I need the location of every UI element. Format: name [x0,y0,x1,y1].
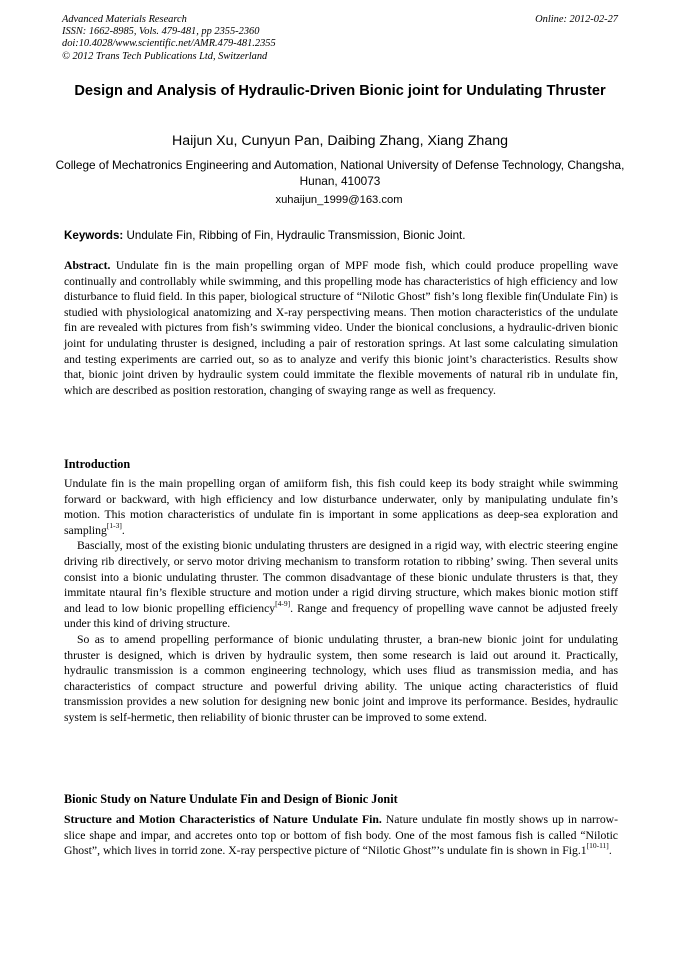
journal-doi: doi:10.4028/www.scientific.net/AMR.479-481.2355 [62,38,276,50]
abstract-text: Undulate fin is the main propelling organ of MPF mode fish, which could produce propelling wave continually and controllably while swimming, and this propelling mode has characteristics of high efficiency and low disturbance to fluid field. In this paper, biological structure of “Nilotic Ghost” fish’s long flexible fin(Undulate Fin) is studied with physiological anatomizing and X-ray perspectiving means. Then motion characteristics of the undulate fin are revealed with pictures from fish’s swimming video. Under the bionical conclusions, a hydraulic-driven bionic joint for undulating thruster is designed, including a pair of restoration springs. At last some calculating simulation and testing experiments are carried out, so as to analyze and verify this bionic joint’s characteristics. Results show that, bionic joint driven by hydraulic system could immitate the flexible movements of natural rib in undulate fin, which are described as position restoration, changing of swaying range as well as frequency. [64,259,618,397]
citation-1-3: [1-3] [106,520,122,530]
bionic-study-heading: Bionic Study on Nature Undulate Fin and Design of Bionic Jonit [64,792,398,806]
bionic-p1-text: Nature undulate fin mostly shows up in narrow-slice shape and impar, and accretes onto top or bottom of fish body. One of the most famous fish is called “Nilotic Ghost”, which lives in torrid zone. X-ray perspective picture of “Nilotic Ghost”’s undulate fin is shown in Fig.1 [64,813,618,858]
author-list: Haijun Xu, Cunyun Pan, Daibing Zhang, Xiang Zhang [172,133,508,149]
journal-copyright: © 2012 Trans Tech Publications Ltd, Switzerland [62,50,268,62]
subsection-label: Structure and Motion Characteristics of Nature Undulate Fin. [64,813,382,826]
intro-p1-text: Undulate fin is the main propelling organ of amiiform fish, this fish could keep its body straight while swimming forward or backward, with high efficiency and low disturbance underwater, only by manipulating undulate fin’s motion. This motion characteristics of undulate fin is important in some applications as deep-sea exploration and sampling [64,477,618,537]
journal-issn: ISSN: 1662-8985, Vols. 479-481, pp 2355-2360 [62,26,260,38]
affiliation: College of Mechatronics Engineering and Automation, National University of Defense Technology, Changsha, Hunan, 410073 [55,158,625,188]
citation-4-9: [4-9] [275,598,291,608]
contact-email: xuhaijun_1999@163.com [275,194,403,206]
paper-title: Design and Analysis of Hydraulic-Driven Bionic joint for Undulating Thruster [74,83,606,99]
abstract-label: Abstract. [64,259,111,272]
journal-header [62,14,618,63]
keywords-text: Undulate Fin, Ribbing of Fin, Hydraulic Transmission, Bionic Joint. [126,229,466,242]
intro-paragraph-1 [64,476,618,538]
journal-name: Advanced Materials Research [62,14,187,25]
intro-p2-end: . Range and frequency of propelling wave cannot be adjusted freely under this kind of driving structure. [64,601,618,631]
introduction-section [64,476,618,726]
bionic-p1-end: . [608,844,612,858]
keywords-label: Keywords: [64,229,124,242]
intro-p2-text: Bascially, most of the existing bionic undulating thrusters are designed in a rigid way, with electric steering engine driving rib directively, or servo motor driving mechanism to transform rotation to ribbing’ swing. Then several units consist into a bionic undulating thruster. The common disadvantage of these bionic undulate thrusters is that, they immitate ntaural fin’s flexible structure and motion under a rigid dirving structure, which makes bionic motion stiff and lead to low bionic propelling efficiency [64,539,618,615]
citation-10-11: [10-11] [586,841,609,851]
abstract-paragraph [64,258,618,398]
keywords [64,229,620,243]
online-date: Online: 2012-02-27 [535,14,618,25]
abstract-section [64,258,618,398]
intro-paragraph-2 [64,538,618,632]
bionic-paragraph-1 [64,812,618,859]
bionic-study-section [64,812,618,859]
introduction-heading: Introduction [64,457,131,471]
intro-paragraph-3: So as to amend propelling performance of bionic undulating thruster, a bran-new bionic joint for undulating thruster is designed, which is driven by hydraulic system, then some research is laid out around it. Practically, hydraulic transmission is a common engineering technology, which uses fliud as transmission media, and has characteristics of compact structure and powerful driving ability. The unique acting characteristics of fluid transmission provides a new solution for designing new bonic joint and improve its performance. Besides, hydraulic system is self-hermetic, then reliability of bionic thruster can be improved to some extend. [64,632,618,724]
intro-p1-end: . [121,523,125,537]
